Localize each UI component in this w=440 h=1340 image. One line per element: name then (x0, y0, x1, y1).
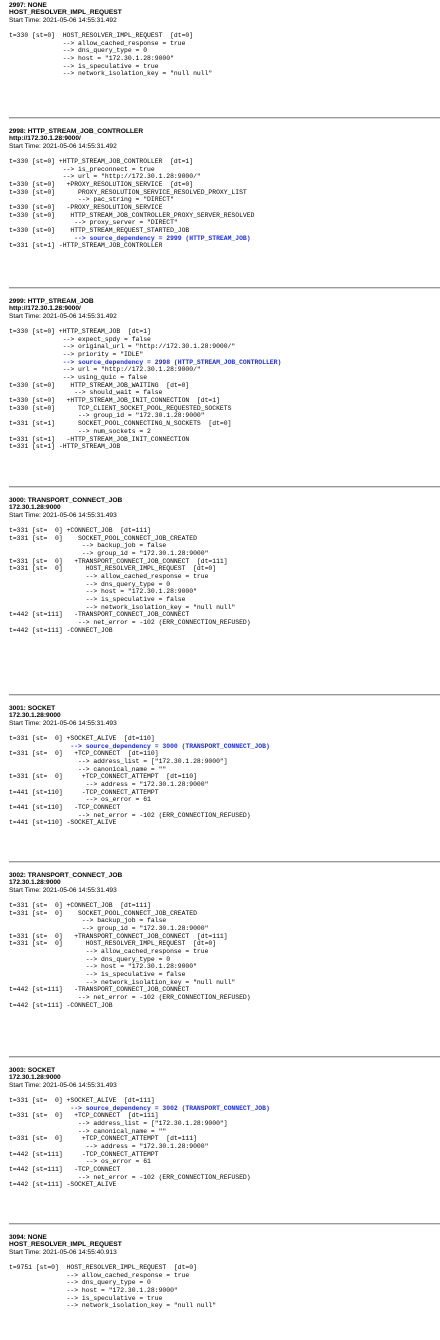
log-line: --> using_quic = false (9, 374, 148, 382)
log-line: --> group_id = "172.30.1.28:9000" (9, 549, 209, 557)
log-line: t=442 [st=111] -SOCKET_ALIVE (9, 1181, 117, 1189)
log-line: t=9751 [st=0] HOST_RESOLVER_IMPL_REQUEST [dt=0] (9, 1263, 197, 1271)
log-line: --> canonical_name = "" (9, 765, 167, 773)
log-line: t=331 [st= 0] +TRANSPORT_CONNECT_JOB_CONNECT [dt=111] (9, 557, 228, 565)
log-line: --> net_error = -102 (ERR_CONNECTION_REFUSED) (9, 994, 251, 1002)
log-line: --> dns_query_type = 0 (9, 1279, 151, 1287)
log-line: --> backup_job = false (9, 917, 167, 925)
log-line: t=331 [st=1] SOCKET_POOL_CONNECTING_N_SOCKETS [dt=0] (9, 420, 232, 428)
log-entry (0, 1234, 440, 1310)
log-line: t=330 [st=0] PROXY_RESOLUTION_SERVICE_RESOLVED_PROXY_LIST (9, 188, 247, 196)
log-line: t=331 [st= 0] +CONNECT_JOB [dt=111] (9, 526, 151, 534)
log-line: t=331 [st= 0] HOST_RESOLVER_IMPL_REQUEST [dt=0] (9, 940, 217, 948)
log-line: --> host = "172.30.1.28:9000" (9, 54, 174, 62)
log-line: --> canonical_name = "" (9, 1127, 167, 1135)
entry-header (0, 298, 440, 320)
entry-description: 172.30.1.28:9000 (9, 879, 61, 887)
log-entry (0, 1067, 440, 1189)
log-line: --> proxy_server = "DIRECT" (9, 219, 178, 227)
entry-header (0, 705, 440, 727)
log-line: t=331 [st= 0] +TCP_CONNECT_ATTEMPT [dt=110] (9, 773, 197, 781)
entry-header (0, 872, 440, 894)
log-line: --> url = "http://172.30.1.28:9000/" (9, 173, 201, 181)
log-line: --> expect_spdy = false (9, 335, 151, 343)
log-line: t=331 [st= 0] +TRANSPORT_CONNECT_JOB_CONNECT [dt=111] (9, 932, 228, 940)
log-line: --> net_error = -102 (ERR_CONNECTION_REFUSED) (9, 811, 251, 819)
log-line: --> network_isolation_key = "null null" (9, 603, 236, 611)
entry-log (0, 328, 440, 451)
entry-start-time: Start Time: 2021-05-06 14:55:31.493 (9, 1081, 117, 1089)
log-line: t=331 [st=1] -HTTP_STREAM_JOB_CONTROLLER (9, 242, 163, 250)
log-line: --> os_error = 61 (9, 796, 151, 804)
entry-log (0, 527, 440, 635)
entry-log (0, 1264, 440, 1310)
log-line: --> group_id = "172.30.1.28:9000" (9, 924, 209, 932)
log-line: --> is_speculative = true (9, 1294, 163, 1302)
log-line: --> dns_query_type = 0 (9, 955, 171, 963)
entry-start-time: Start Time: 2021-05-06 14:55:31.492 (9, 312, 117, 320)
log-line: --> network_isolation_key = "null null" (9, 1302, 217, 1310)
log-line: t=331 [st= 0] +SOCKET_ALIVE [dt=111] (9, 1096, 155, 1104)
log-line: --> is_speculative = false (9, 596, 186, 604)
log-line: t=441 [st=110] -SOCKET_ALIVE (9, 819, 117, 827)
log-line: --> num_sockets = 2 (9, 427, 151, 435)
source-dependency-link[interactable]: --> source_dependency = 2999 (HTTP_STREAM_JOB) (9, 234, 251, 242)
log-line: --> priority = "IDLE" (9, 350, 144, 358)
log-line: t=442 [st=111] -CONNECT_JOB (9, 626, 113, 634)
source-dependency-link[interactable]: --> source_dependency = 3002 (TRANSPORT_CONNECT_JOB) (9, 1104, 270, 1112)
log-line: t=330 [st=0] HTTP_STREAM_JOB_CONTROLLER_PROXY_SERVER_RESOLVED (9, 211, 255, 219)
log-line: t=442 [st=111] -TRANSPORT_CONNECT_JOB_CONNECT (9, 611, 190, 619)
log-line: t=442 [st=111] -TCP_CONNECT (9, 1166, 121, 1174)
log-line: t=441 [st=110] -TCP_CONNECT (9, 804, 121, 812)
entry-title: 3001: SOCKET (9, 705, 56, 712)
log-line: --> dns_query_type = 0 (9, 580, 171, 588)
log-entry (0, 872, 440, 1010)
entry-start-time: Start Time: 2021-05-06 14:55:31.493 (9, 719, 117, 727)
entry-log (0, 902, 440, 1010)
entry-description: http://172.30.1.28:9000/ (9, 305, 81, 313)
log-line: --> net_error = -102 (ERR_CONNECTION_REFUSED) (9, 619, 251, 627)
entry-title: 2999: HTTP_STREAM_JOB (9, 298, 94, 305)
entry-title: 2998: HTTP_STREAM_JOB_CONTROLLER (9, 128, 144, 135)
log-line: --> address_list = ["172.30.1.28:9000"] (9, 1119, 228, 1127)
source-dependency-link[interactable]: --> source_dependency = 3000 (TRANSPORT_CONNECT_JOB) (9, 742, 270, 750)
entry-description: HOST_RESOLVER_IMPL_REQUEST (9, 9, 122, 17)
entry-separator (9, 1056, 440, 1058)
log-line: t=442 [st=111] -TRANSPORT_CONNECT_JOB_CONNECT (9, 986, 190, 994)
entry-log (0, 32, 440, 78)
log-line: t=330 [st=0] +HTTP_STREAM_JOB [dt=1] (9, 327, 151, 335)
entry-separator (9, 287, 440, 289)
entry-separator (9, 694, 440, 696)
entry-title: 3003: SOCKET (9, 1067, 56, 1074)
entry-description: http://172.30.1.28:9000/ (9, 135, 81, 143)
log-line: t=331 [st=1] -HTTP_STREAM_JOB_INIT_CONNECTION (9, 435, 190, 443)
log-line: --> original_url = "http://172.30.1.28:9000/" (9, 343, 236, 351)
log-line: t=330 [st=0] -PROXY_RESOLUTION_SERVICE (9, 204, 163, 212)
entry-separator (9, 861, 440, 863)
log-line: --> dns_query_type = 0 (9, 47, 148, 55)
entry-title: 3000: TRANSPORT_CONNECT_JOB (9, 497, 123, 504)
entry-title: 2997: NONE (9, 2, 47, 9)
entry-start-time: Start Time: 2021-05-06 14:55:31.493 (9, 511, 117, 519)
entry-separator (9, 486, 440, 488)
entry-start-time: Start Time: 2021-05-06 14:55:31.493 (9, 886, 117, 894)
entry-description: 172.30.1.28:9000 (9, 712, 61, 720)
log-line: t=441 [st=110] -TCP_CONNECT_ATTEMPT (9, 788, 159, 796)
entry-description: HOST_RESOLVER_IMPL_REQUEST (9, 1241, 122, 1249)
log-line: --> backup_job = false (9, 542, 167, 550)
log-line: --> network_isolation_key = "null null" (9, 70, 213, 78)
log-line: t=331 [st= 0] +CONNECT_JOB [dt=111] (9, 901, 151, 909)
log-line: --> group_id = "172.30.1.28:9000" (9, 412, 205, 420)
log-line: --> should_wait = false (9, 389, 163, 397)
log-line: --> address = "172.30.1.28:9000" (9, 781, 209, 789)
log-line: t=331 [st= 0] +TCP_CONNECT_ATTEMPT [dt=111] (9, 1135, 197, 1143)
log-line: --> host = "172.30.1.28:9000" (9, 588, 197, 596)
log-line: --> is_speculative = true (9, 62, 159, 70)
log-line: t=331 [st=1] -HTTP_STREAM_JOB (9, 443, 121, 451)
log-line: t=330 [st=0] +PROXY_RESOLUTION_SERVICE [dt=0] (9, 180, 194, 188)
log-line: t=331 [st= 0] SOCKET_POOL_CONNECT_JOB_CREATED (9, 534, 197, 542)
log-line: t=442 [st=111] -TCP_CONNECT_ATTEMPT (9, 1150, 159, 1158)
entry-log (0, 1097, 440, 1189)
log-line: --> host = "172.30.1.28:9000" (9, 963, 197, 971)
log-line: --> network_isolation_key = "null null" (9, 978, 236, 986)
log-line: t=330 [st=0] +HTTP_STREAM_JOB_CONTROLLER [dt=1] (9, 157, 194, 165)
log-line: --> address_list = ["172.30.1.28:9000"] (9, 757, 228, 765)
log-line: --> net_error = -102 (ERR_CONNECTION_REFUSED) (9, 1173, 251, 1181)
log-entry (0, 705, 440, 827)
log-line: t=331 [st= 0] HOST_RESOLVER_IMPL_REQUEST [dt=0] (9, 565, 217, 573)
log-line: --> is_preconnect = true (9, 165, 155, 173)
entry-header (0, 497, 440, 519)
log-entry (0, 497, 440, 635)
entry-header (0, 1067, 440, 1089)
log-line: --> allow_cached_response = true (9, 948, 209, 956)
log-line: --> host = "172.30.1.28:9000" (9, 1286, 178, 1294)
log-line: --> allow_cached_response = true (9, 573, 209, 581)
source-dependency-link[interactable]: --> source_dependency = 2998 (HTTP_STREAM_JOB_CONTROLLER) (9, 358, 282, 366)
log-line: --> is_speculative = false (9, 971, 186, 979)
log-line: --> os_error = 61 (9, 1158, 151, 1166)
entry-description: 172.30.1.28:9000 (9, 1074, 61, 1082)
log-line: t=330 [st=0] TCP_CLIENT_SOCKET_POOL_REQUESTED_SOCKETS (9, 404, 232, 412)
entry-start-time: Start Time: 2021-05-06 14:55:31.492 (9, 16, 117, 24)
log-line: t=331 [st= 0] +SOCKET_ALIVE [dt=110] (9, 734, 155, 742)
log-line: --> allow_cached_response = true (9, 39, 186, 47)
entry-log (0, 735, 440, 827)
log-line: t=330 [st=0] HTTP_STREAM_REQUEST_STARTED_JOB (9, 227, 190, 235)
log-line: t=442 [st=111] -CONNECT_JOB (9, 1001, 113, 1009)
log-entry (0, 128, 440, 250)
entry-log (0, 158, 440, 250)
log-line: --> allow_cached_response = true (9, 1271, 190, 1279)
entry-header (0, 128, 440, 150)
log-line: t=330 [st=0] HOST_RESOLVER_IMPL_REQUEST [dt=0] (9, 31, 194, 39)
log-line: t=330 [st=0] +HTTP_STREAM_JOB_INIT_CONNECTION [dt=1] (9, 397, 220, 405)
entry-title: 3094: NONE (9, 1234, 47, 1241)
entry-start-time: Start Time: 2021-05-06 14:55:40.913 (9, 1248, 117, 1256)
log-line: t=331 [st= 0] +TCP_CONNECT [dt=110] (9, 750, 159, 758)
log-entry (0, 2, 440, 78)
entry-separator (9, 1223, 440, 1225)
log-entry (0, 298, 440, 451)
entry-start-time: Start Time: 2021-05-06 14:55:31.492 (9, 142, 117, 150)
log-line: --> pac_string = "DIRECT" (9, 196, 174, 204)
log-line: --> url = "http://172.30.1.28:9000/" (9, 366, 201, 374)
log-line: t=331 [st= 0] +TCP_CONNECT [dt=111] (9, 1112, 159, 1120)
entry-title: 3002: TRANSPORT_CONNECT_JOB (9, 872, 123, 879)
log-line: t=331 [st= 0] SOCKET_POOL_CONNECT_JOB_CREATED (9, 909, 197, 917)
entry-header (0, 1234, 440, 1256)
log-line: t=330 [st=0] HTTP_STREAM_JOB_WAITING [dt=0] (9, 381, 190, 389)
log-line: --> address = "172.30.1.28:9000" (9, 1143, 209, 1151)
entry-header (0, 2, 440, 24)
entry-description: 172.30.1.28:9000 (9, 504, 61, 512)
entry-separator (9, 117, 440, 119)
